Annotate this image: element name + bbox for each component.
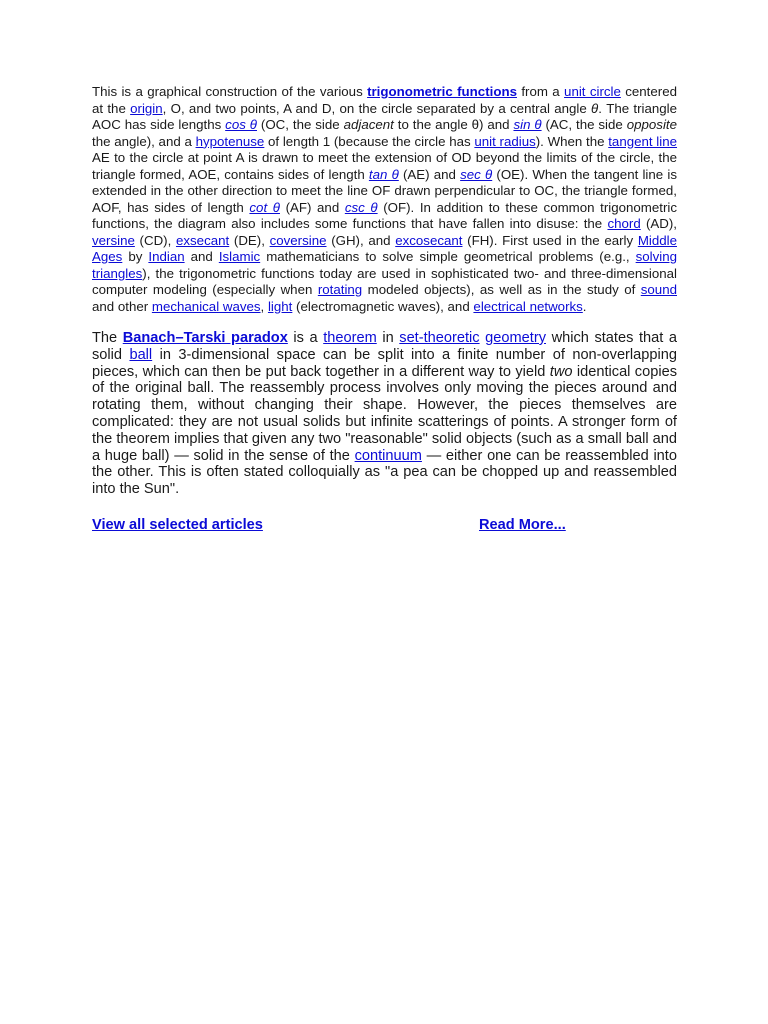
link-unit-radius[interactable]: unit radius [474,133,536,149]
link-sec[interactable] [460,167,492,182]
text: (AC, the side [541,117,627,132]
text: (AF) and [279,199,345,215]
read-more-link[interactable]: Read More... [479,516,566,533]
text: . [582,298,587,314]
link-ball[interactable]: ball [129,346,153,363]
text: by [122,249,149,264]
link-trigonometric-functions[interactable]: trigonometric functions [367,84,517,99]
link-cot[interactable] [249,200,280,215]
text: , O, and two points, A and D, on the circle separated by a central angle [162,100,592,116]
text: . The triangle AOC has side lengths [92,100,677,132]
link-label: tan θ [368,166,399,182]
link-solving-triangles[interactable]: solving triangles [92,249,678,281]
link-rotating[interactable]: rotating [317,282,363,297]
text: AE to the circle at point A is drawn to meet the extension of OD beyond the limits of the circle, the triangle formed, AOE, contains sides of length [92,150,677,182]
text: (CD), [134,232,176,248]
link-middle-ages[interactable]: Middle Ages [92,232,677,264]
link-label: cos θ [225,117,257,132]
text: from a [516,84,565,99]
text: (electromagnetic waves), and [292,298,474,314]
text: and other [92,298,152,314]
theta-symbol: θ [591,100,599,116]
text: (AD), [640,216,678,231]
text: and [184,249,219,264]
emphasis-adjacent: adjacent [343,117,394,132]
text: — either one can be reassembled into the other. This is often stated colloquially as "a pea can be chopped up and reassembled into the Sun". [92,447,677,498]
link-unit-circle[interactable]: unit circle [564,84,621,99]
link-light[interactable]: light [267,298,293,314]
link-label: cot θ [249,199,280,215]
link-label: sec θ [460,166,493,182]
link-theorem[interactable]: theorem [323,330,377,346]
text: The [92,330,123,346]
trig-article-paragraph [92,84,677,315]
text: This is a graphical construction of the various [92,84,368,99]
link-indian[interactable]: Indian [148,249,185,264]
link-mechanical-waves[interactable]: mechanical waves [151,298,261,314]
text: ). When the [535,133,609,149]
text: (AE) and [398,166,461,182]
link-hypotenuse[interactable]: hypotenuse [195,133,265,149]
link-tan[interactable] [369,167,399,182]
link-continuum[interactable]: continuum [354,447,422,464]
link-sin[interactable] [513,117,541,132]
link-electrical-networks[interactable]: electrical networks [473,298,583,314]
link-csc[interactable] [345,200,378,215]
link-geometry[interactable]: geometry [485,330,546,346]
text: (OF). In addition to these common trigonometric functions, the diagram also includes some functions that have fallen into disuse: the [92,199,678,231]
text: (OE). When the tangent line is extended in the other direction to meet the line OF drawn perpendicular to OC, the triangle formed, AOF, has sides of length [92,166,677,215]
link-sound[interactable]: sound [640,282,677,297]
link-versine[interactable]: versine [92,232,135,248]
view-all-selected-articles-link[interactable]: View all selected articles [92,516,263,533]
text: modeled objects), as well as in the study of [362,282,641,297]
link-exsecant[interactable]: exsecant [175,232,230,248]
emphasis-two: two [549,363,573,380]
emphasis-opposite: opposite [626,117,677,132]
text: ), the trigonometric functions today are used in sophisticated two- and three-dimensional computer modeling (especially when [92,265,677,297]
link-set-theoretic[interactable]: set-theoretic [399,330,480,346]
banach-tarski-paragraph [92,330,677,498]
link-banach-tarski-paradox[interactable]: Banach–Tarski paradox [122,330,288,346]
text: , [260,298,268,314]
link-excosecant[interactable]: excosecant [395,232,463,248]
text: is a [287,330,324,346]
text: (DE), [229,232,270,248]
text: the angle), and a [92,133,196,149]
text: (FH). First used in the early [462,232,638,248]
link-label: csc θ [344,199,378,215]
text: (GH), and [326,232,396,248]
text: to the angle θ) and [393,117,514,132]
link-tangent-line[interactable]: tangent line [608,133,678,149]
text: mathematicians to solve simple geometrical problems (e.g., [260,249,636,264]
article-page [92,84,677,537]
text: of length 1 (because the circle has [264,133,475,149]
link-coversine[interactable]: coversine [269,232,327,248]
link-cos[interactable] [225,117,257,132]
link-chord[interactable]: chord [607,216,641,231]
link-islamic[interactable]: Islamic [218,249,261,264]
link-label: sin θ [513,117,542,132]
text: in [376,330,400,346]
text: identical copies of the original ball. The reassembly process involves only moving the pieces around and rotating them, without changing their shape. However, the pieces themselves are complicated: they are not usual solids but infinite scatterings of points. A stronger form of the theorem implies that given any two "reasonable" solid objects (such as a small ball and a huge ball) — solid in the sense of the [92,363,677,464]
text: (OC, the side [257,117,344,132]
text: centered at the [92,84,677,116]
article-footer-links [92,517,677,537]
text: in 3-dimensional space can be split into a finite number of non-overlapping pieces, which can then be put back together in a different way to yield [92,346,677,380]
text: which states that a solid [92,330,677,363]
link-origin[interactable]: origin [130,100,163,116]
